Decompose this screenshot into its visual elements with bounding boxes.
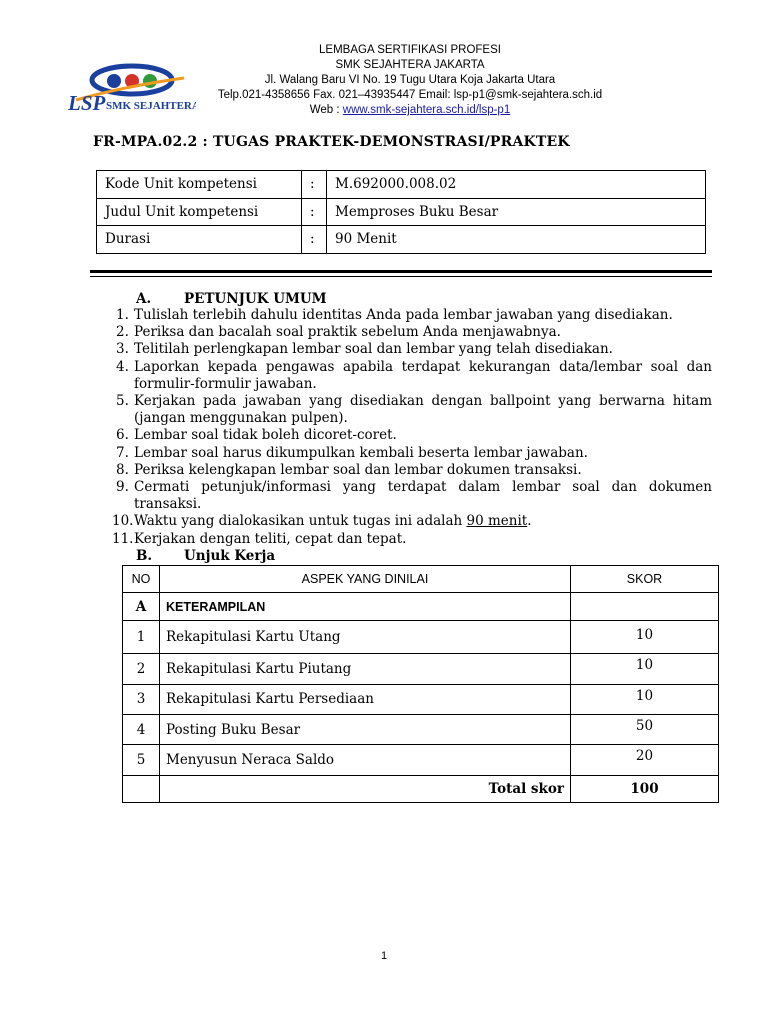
item-text-end: .	[527, 513, 532, 530]
row-no: 1	[123, 620, 160, 653]
row-score: 20	[571, 745, 719, 775]
header-no: NO	[123, 566, 160, 593]
item-text: Periksa dan bacalah soal praktik sebelum Anda menjawabnya.	[134, 324, 561, 341]
table-row	[97, 198, 706, 226]
item-text: Tulislah terlebih dahulu identitas Anda pada lembar jawaban yang disediakan.	[134, 307, 673, 323]
table-row	[123, 745, 719, 775]
item-text-underlined: 90 menit	[466, 513, 528, 530]
unit-table	[96, 170, 706, 254]
row-aspect: Rekapitulasi Kartu Persediaan	[160, 684, 571, 714]
item-text: Kerjakan pada jawaban yang disediakan dengan ballpoint yang berwarna hitam (jangan menggunakan pulpen).	[134, 393, 712, 427]
row-no: 3	[123, 684, 160, 714]
header-score: SKOR	[571, 566, 719, 593]
row-no: 5	[123, 745, 160, 775]
logo-lsp-text: LSP	[68, 91, 106, 115]
item-number: 10.	[112, 513, 134, 530]
item-number: 1.	[116, 307, 129, 323]
unit-sep: :	[302, 171, 327, 199]
list-item	[116, 427, 712, 444]
section-a-title: PETUNJUK UMUM	[184, 291, 327, 307]
table-row	[97, 226, 706, 254]
row-aspect: Rekapitulasi Kartu Piutang	[160, 654, 571, 684]
item-number: 5.	[116, 393, 129, 410]
unit-sep: :	[302, 226, 327, 254]
page-number: 1	[380, 950, 388, 962]
list-item	[112, 513, 712, 530]
group-no: A	[123, 593, 160, 620]
item-text: Cermati petunjuk/informasi yang terdapat dalam lembar soal dan dokumen transaksi.	[134, 479, 712, 513]
row-aspect: Rekapitulasi Kartu Utang	[160, 620, 571, 653]
row-no: 4	[123, 714, 160, 744]
header-aspect: ASPEK YANG DINILAI	[160, 566, 571, 593]
total-value: 100	[571, 775, 719, 802]
item-number: 11.	[112, 530, 134, 547]
unit-sep: :	[302, 198, 327, 226]
item-number: 7.	[116, 444, 129, 461]
item-number: 9.	[116, 479, 129, 496]
list-item	[116, 341, 712, 358]
item-text: Kerjakan dengan teliti, cepat dan tepat.	[134, 530, 407, 547]
item-text	[134, 513, 532, 530]
item-number: 4.	[116, 358, 129, 375]
item-text: Laporkan kepada pengawas apabila terdapat kekurangan data/lembar soal dan formulir-formulir jawaban.	[134, 358, 712, 392]
unit-value: Memproses Buku Besar	[327, 198, 706, 226]
item-number: 8.	[116, 461, 129, 478]
unit-label: Judul Unit kompetensi	[97, 198, 302, 226]
row-score: 10	[571, 654, 719, 684]
item-number: 3.	[116, 341, 129, 358]
table-header-row	[123, 566, 719, 593]
header-org: LEMBAGA SERTIFIKASI PROFESI	[319, 44, 501, 56]
section-b-heading	[136, 548, 275, 564]
item-text: Lembar soal harus dikumpulkan kembali beserta lembar jawaban.	[134, 444, 588, 461]
group-score	[571, 593, 719, 620]
item-text-main: Waktu yang dialokasikan untuk tugas ini adalah	[134, 513, 467, 530]
row-aspect: Posting Buku Besar	[160, 714, 571, 744]
item-text: Periksa kelengkapan lembar soal dan lembar dokumen transaksi.	[134, 461, 582, 478]
table-row	[123, 620, 719, 653]
list-item	[116, 307, 712, 324]
list-item	[116, 359, 712, 393]
list-item	[116, 462, 712, 479]
lsp-logo	[66, 60, 196, 116]
list-item	[112, 531, 712, 548]
header-web-label: Web :	[309, 104, 343, 116]
row-aspect: Menyusun Neraca Saldo	[160, 745, 571, 775]
header-contact: Telp.021-4358656 Fax. 021–43935447 Email: lsp-p1@smk-sejahtera.sch.id	[217, 89, 603, 101]
table-row	[123, 593, 719, 620]
header-web-link[interactable]: www.smk-sejahtera.sch.id/lsp-p1	[342, 104, 511, 116]
table-row	[123, 775, 719, 802]
logo-name-text: SMK SEJAHTERA	[106, 100, 196, 112]
section-a-letter: A.	[136, 291, 152, 307]
form-title: FR-MPA.02.2 : TUGAS PRAKTEK-DEMONSTRASI/PRAKTEK	[93, 134, 570, 150]
table-row	[97, 171, 706, 199]
header-school: SMK SEJAHTERA JAKARTA	[335, 59, 485, 71]
list-item	[116, 445, 712, 462]
item-number: 2.	[116, 324, 129, 341]
item-text: Telitilah perlengkapan lembar soal dan lembar yang telah disediakan.	[134, 341, 613, 358]
item-text: Lembar soal tidak boleh dicoret-coret.	[134, 427, 397, 444]
divider-thick	[90, 270, 712, 273]
row-score: 50	[571, 714, 719, 744]
unit-label: Kode Unit kompetensi	[97, 171, 302, 199]
header-web	[180, 103, 640, 119]
section-b-title: Unjuk Kerja	[184, 548, 276, 564]
unit-label: Durasi	[97, 226, 302, 254]
unit-value: M.692000.008.02	[327, 171, 706, 199]
table-row	[123, 684, 719, 714]
unit-value: 90 Menit	[327, 226, 706, 254]
list-item	[116, 393, 712, 427]
section-b-letter: B.	[136, 548, 153, 564]
total-label: Total skor	[160, 775, 571, 802]
table-row	[123, 654, 719, 684]
section-a-heading	[136, 291, 327, 307]
list-item	[116, 479, 712, 513]
group-label: KETERAMPILAN	[160, 593, 571, 620]
divider-thin	[90, 276, 712, 277]
row-score: 10	[571, 620, 719, 653]
header-address: Jl. Walang Baru VI No. 19 Tugu Utara Koja Jakarta Utara	[264, 74, 556, 86]
row-no: 2	[123, 654, 160, 684]
table-row	[123, 714, 719, 744]
instruction-list	[112, 307, 712, 548]
list-item	[116, 324, 712, 341]
total-no	[123, 775, 160, 802]
score-table	[122, 565, 719, 803]
row-score: 10	[571, 684, 719, 714]
item-number: 6.	[116, 427, 129, 444]
